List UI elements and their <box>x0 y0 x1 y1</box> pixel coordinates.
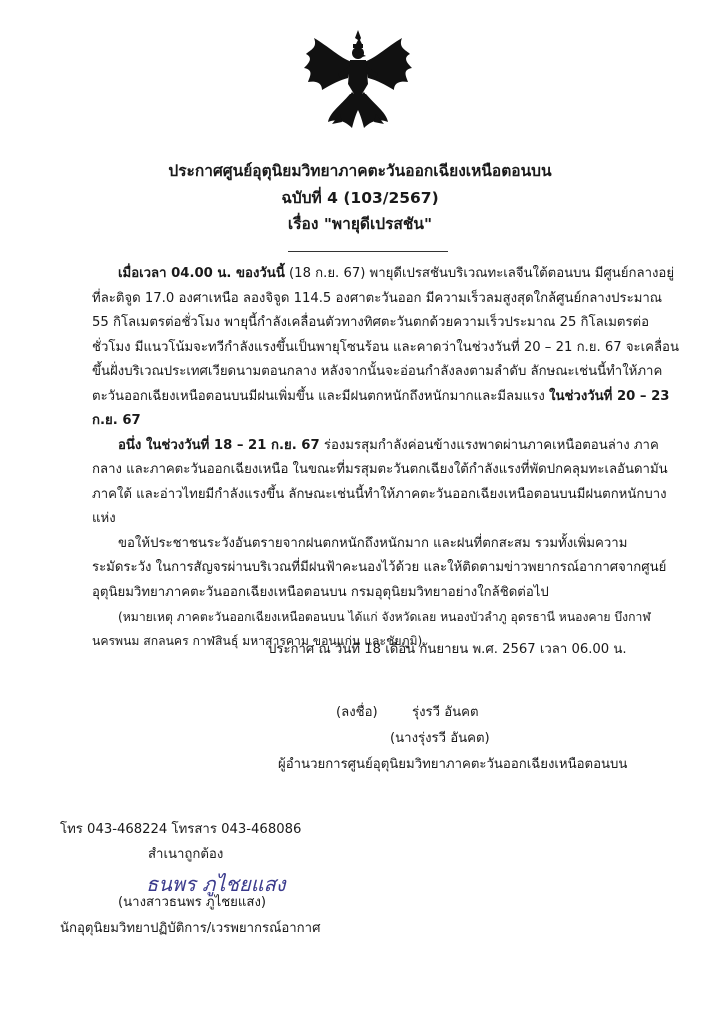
handwritten-signature: ธนพร ภูไชยแสง <box>146 872 286 896</box>
paragraph-2 <box>92 434 682 532</box>
p1-time-lead: เมื่อเวลา 04.00 น. ของวันนี้ <box>118 266 285 281</box>
p2-lead: อนึ่ง ในช่วงวันที่ 18 – 21 ก.ย. 67 <box>118 437 320 453</box>
certifier-name: (นางสาวธนพร ภูไชยแสง) <box>118 895 267 910</box>
p2-text: ร่องมรสุมกำลังค่อนข้างแรงพาดผ่านภาคเหนือตอนล่าง ภาคกลาง และภาคตะวันออกเฉียงเหนือ ในขณะที่มรสุมตะวันตกเฉียงใต้กำลังแรงที่พัดปกคลุมทะเลอันดามัน ภาคใต้ และอ่าวไทยมีกำลังแรงขึ้น ลักษณะเช่นนี้ทำให้ภาคตะวันออกเฉียงเหนือตอนบนมีฝนตกหนักบางแห่ง <box>92 437 668 526</box>
p1-text: (18 ก.ย. 67) พายุดีเปรสชันบริเวณทะเลจีนใต้ตอนบน มีศูนย์กลางอยู่ที่ละติจูด 17.0 องศาเหนือ ลองจิจูด 114.5 องศาตะวันออก มีความเร็วลมสูงสุดใกล้ศูนย์กลางประมาณ 55 กิโลเมตรต่อชั่วโมง พายุนี้กำลังเคลื่อนตัวทางทิศตะวันตกด้วยความเร็วประมาณ 25 กิโลเมตรต่อชั่วโมง มีแนวโน้มจะทวีกำลังแรงขึ้นเป็นพายุโซนร้อน และคาดว่าในช่วงวันที่ 20 – 21 ก.ย. 67 จะเคลื่อนขึ้นฝั่งบริเวณประเทศเวียดนามตอนกลาง หลังจากนั้นจะอ่อนกำลังลงตามลำดับ ลักษณะเช่นนี้ทำให้ภาคตะวันออกเฉียงเหนือตอนบนมีฝนเพิ่มขึ้น และมีฝนตกหนักถึงหนักมากและมีลมแรง <box>92 266 679 404</box>
signer-position: ผู้อำนวยการศูนย์อุตุนิยมวิทยาภาคตะวันออกเฉียงเหนือตอนบน <box>278 757 628 772</box>
contact-phone-fax: โทร 043-468224 โทรสาร 043-468086 <box>60 822 302 837</box>
paragraph-1 <box>92 262 682 434</box>
garuda-emblem-icon <box>300 28 416 132</box>
p1-date-range: ในช่วงวันที่ 20 – 23 ก.ย. 67 <box>92 388 670 428</box>
title-divider <box>288 251 448 252</box>
paragraph-3: ขอให้ประชาชนระวังอันตรายจากฝนตกหนักถึงหนักมาก และฝนที่ตกสะสม รวมทั้งเพิ่มความระมัดระวัง ในการสัญจรผ่านบริเวณที่มีฝนฟ้าคะนองไว้ด้วย และให้ติดตามข่าวพยากรณ์อากาศจากศูนย์อุตุนิยมวิทยาภาคตะวันออกเฉียงเหนือตอนบน กรมอุตุนิยมวิทยาอย่างใกล้ชิดต่อไป <box>92 535 667 600</box>
announcement-title: ประกาศศูนย์อุตุนิยมวิทยาภาคตะวันออกเฉียงเหนือตอนบน <box>168 162 552 180</box>
region-note: (หมายเหตุ ภาคตะวันออกเฉียงเหนือตอนบน ได้แก่ จังหวัดเลย หนองบัวลำภู อุดรธานี หนองคาย บึงกาฬ นครพนม สกลนคร กาฬสินธุ์ มหาสารคาม ขอนแก่น และชัยภูมิ) <box>92 610 651 648</box>
certified-copy-label: สำเนาถูกต้อง <box>148 847 224 862</box>
announcement-date: ประกาศ ณ วันที่ 18 เดือน กันยายน พ.ศ. 2567 เวลา 06.00 น. <box>268 642 627 657</box>
body-text <box>92 262 682 653</box>
issue-number: ฉบับที่ 4 (103/2567) <box>281 189 439 207</box>
signer-name: รุ่งรวี อันคต <box>412 705 479 720</box>
subject-heading: เรื่อง "พายุดีเปรสชัน" <box>287 215 433 233</box>
signer-full-name: (นางรุ่งรวี อันคต) <box>390 731 490 746</box>
sign-label: (ลงชื่อ) <box>336 705 378 720</box>
certifier-position: นักอุตุนิยมวิทยาปฏิบัติการ/เวรพยากรณ์อากาศ <box>60 921 321 936</box>
